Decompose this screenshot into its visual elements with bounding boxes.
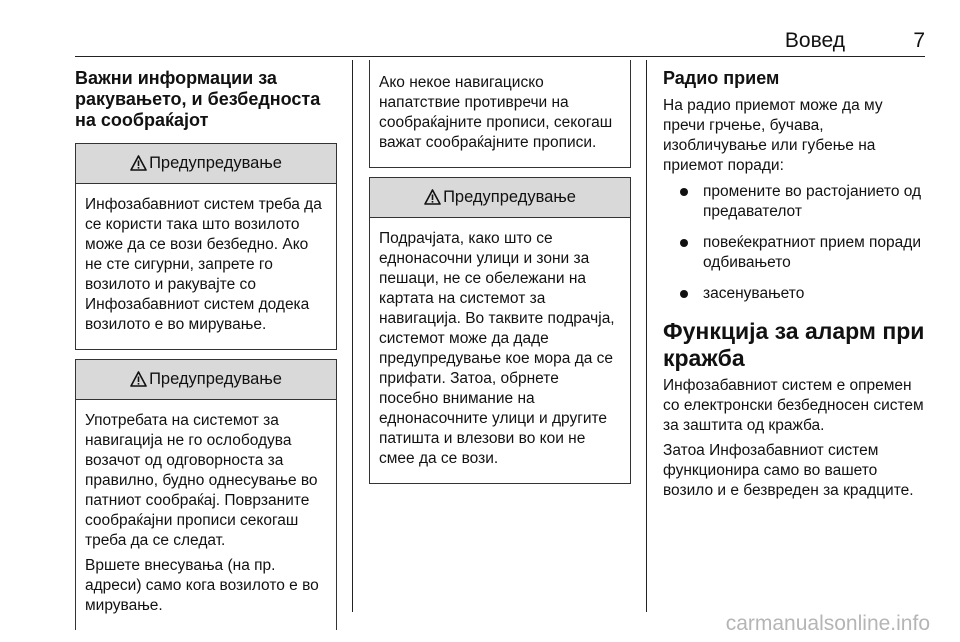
warning-triangle-icon [130, 155, 147, 171]
warning-text: Инфозабавниот систем треба да се користи така што возилото може да се вози безбедно. Ако не сте сигурни, запрете го возилото и ракувајте со Инфозабавниот систем додека возилото е во мирување. [85, 196, 322, 333]
list-item: засенувањето [663, 284, 925, 304]
page-header [75, 26, 925, 57]
safety-heading: Важни информации за ракувањето, и безбедноста на сообраќајот [75, 68, 321, 130]
list-item: промените во растојанието од предавателот [663, 182, 925, 222]
watermark-link[interactable]: carmanualsonline.info [725, 612, 930, 635]
section-title: Вовед [784, 29, 845, 52]
warning-box-3 [369, 177, 631, 484]
warning-triangle-icon [424, 189, 441, 205]
warning-box-1 [75, 143, 337, 350]
bullet-icon [680, 188, 688, 196]
alarm-heading: Функција за аларм при кражба [663, 318, 925, 371]
warning-header [76, 144, 336, 184]
radio-causes-list [663, 182, 925, 304]
warning-title: Предупредување [149, 154, 282, 172]
column-2 [369, 60, 631, 484]
column-divider-2 [646, 60, 647, 612]
warning-title: Предупредување [149, 370, 282, 388]
warning-triangle-icon [130, 371, 147, 387]
radio-heading: Радио прием [663, 68, 780, 88]
warning-title: Предупредување [443, 188, 576, 206]
warning-continuation [369, 60, 631, 168]
radio-intro: На радио приемот може да му пречи грчење, бучава, изобличување или губење на приемот поради: [663, 97, 883, 174]
page-number: 7 [913, 29, 925, 52]
alarm-paragraph-2: Затоа Инфозабавниот систем функционира само во вашето возило и е безвреден за крадците. [663, 442, 914, 499]
alarm-paragraph-1: Инфозабавниот систем е опремен со електронски безбедносен систем за заштита од кражба. [663, 377, 924, 434]
warning-header [370, 178, 630, 218]
warning-text: Подрачјата, како што се еднонасочни улици и зони за пешаци, не се обележани на картата на системот за навигација. Во таквите подрачја, системот може да даде предупредување кое мора да се прифати. Затоа, обрнете посебно внимание на еднонасочните улици и другите патишта и влезови во кои не смее да се вози. [379, 230, 615, 467]
warning-text: Употребата на системот за навигација не го ослободува возачот од одговорноста за правилно, будно однесување во патниот сообраќај. Поврзаните сообраќајни прописи секогаш треба да се следат. [85, 412, 318, 549]
warning-header [76, 360, 336, 400]
bullet-icon [680, 239, 688, 247]
list-item: повеќекратниот прием поради одбивањето [663, 233, 925, 273]
column-3 [663, 60, 925, 506]
column-1 [75, 60, 337, 630]
warning-text: Вршете внесувања (на пр. адреси) само кога возилото е во мирување. [85, 557, 319, 614]
column-divider-1 [352, 60, 353, 612]
bullet-icon [680, 290, 688, 298]
warning-box-2 [75, 359, 337, 630]
continuation-text: Ако некое навигациско напатствие противречи на сообраќајните прописи, секогаш важат сообраќајните прописи. [379, 74, 613, 151]
